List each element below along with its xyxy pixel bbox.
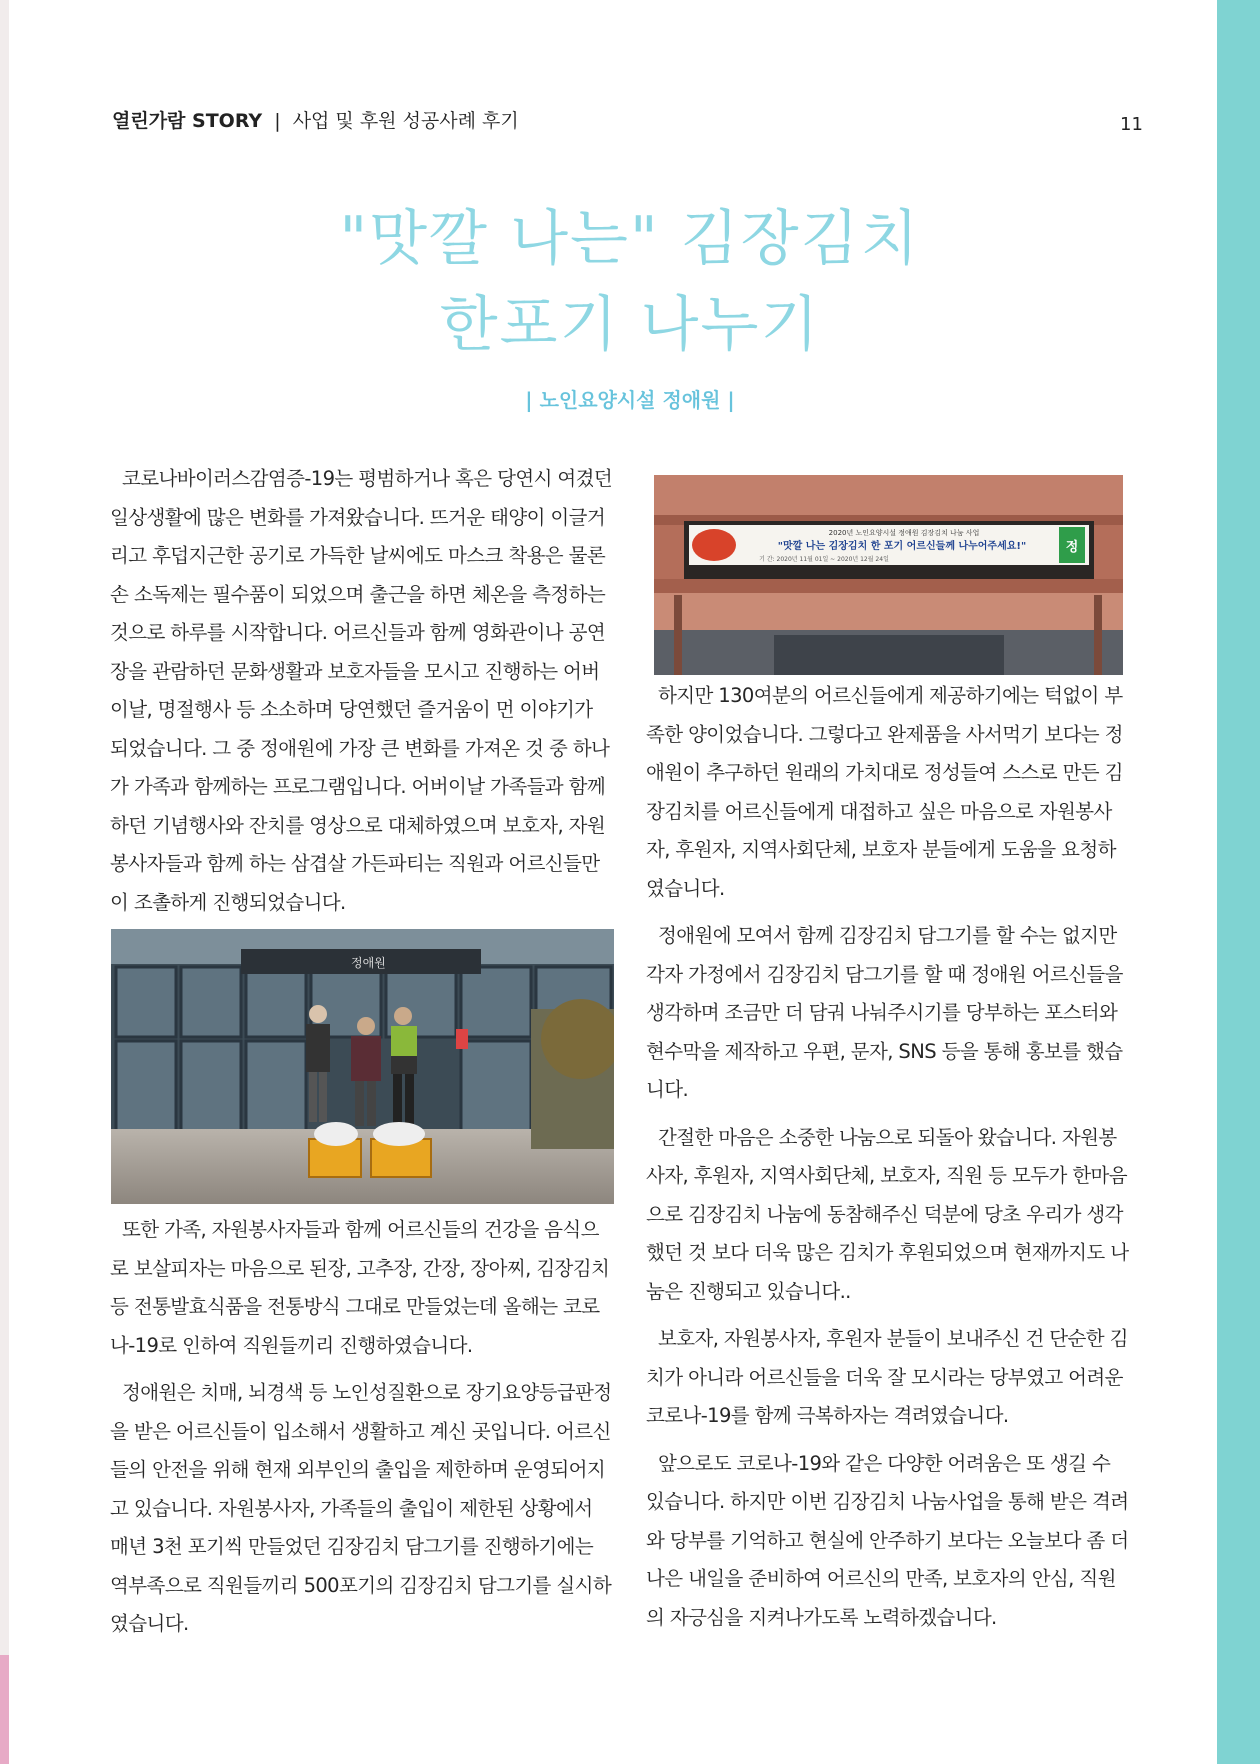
banner-photo	[654, 475, 1123, 675]
left-column-bottom	[110, 1211, 615, 1653]
header-section: 사업 및 후원 성공사례 후기	[292, 110, 519, 132]
entrance-sign-text: 정애원	[351, 956, 386, 970]
page-right-accent-band	[1217, 0, 1260, 1764]
right-column	[646, 677, 1132, 1646]
entrance-photo	[111, 929, 614, 1204]
paragraph: 앞으로도 코로나-19와 같은 다양한 어려움은 또 생길 수 있습니다. 하지만 이번 김장김치 나눔사업을 통해 받은 격려와 당부를 기억하고 현실에 안주하기 보다는 오늘보다 좀 더 나은 내일을 준비하여 어르신의 만족, 보호자의 안심, 직원의 자긍심을 지켜나가도록 노력하겠습니다.	[646, 1451, 1129, 1629]
banner-line-small: 기 간: 2020년 11월 01일 ~ 2020년 12월 24일	[759, 556, 889, 563]
banner-logo: 정	[1065, 540, 1079, 555]
article-subtitle: | 노인요양시설 정애원 |	[525, 388, 735, 412]
paragraph: 하지만 130여분의 어르신들에게 제공하기에는 턱없이 부족한 양이었습니다. 그렇다고 완제품을 사서먹기 보다는 정애원이 추구하던 원래의 가치대로 정성들여 스스로 만든 김장김치를 어르신들에게 대접하고 싶은 마음으로 자원봉사자, 후원자, 지역사회단체, 보호자 분들에게 도움을 요청하였습니다.	[646, 684, 1123, 900]
page-left-pink-tab	[0, 1655, 9, 1764]
paragraph: 보호자, 자원봉사자, 후원자 분들이 보내주신 건 단순한 김치가 아니라 어르신들을 더욱 잘 모시라는 당부였고 어려운 코로나-19를 함께 극복하자는 격려였습니다.	[646, 1327, 1128, 1427]
article-title-line-1: "맛깔 나는" 김장김치	[339, 204, 921, 274]
banner-line-top: 2020년 노인요양시설 정애원 김장김치 나눔 사업	[828, 529, 980, 537]
banner-line-main: "맛깔 나는 김장김치 한 포기 어르신들께 나누어주세요!"	[777, 541, 1027, 552]
paragraph: 정애원은 치매, 뇌경색 등 노인성질환으로 장기요양등급판정을 받은 어르신들이 입소해서 생활하고 계신 곳입니다. 어르신들의 안전을 위해 현재 외부인의 출입을 제한하며 운영되어지고 있습니다. 자원봉사자, 가족들의 출입이 제한된 상황에서 매년 3천 포기씩 만들었던 김장김치 담그기를 진행하기에는 역부족으로 직원들끼리 500포기의 김장김치 담그기를 실시하였습니다.	[110, 1381, 612, 1635]
page-left-edge	[0, 0, 9, 1764]
paragraph: 또한 가족, 자원봉사자들과 함께 어르신들의 건강을 음식으로 보살피자는 마음으로 된장, 고추장, 간장, 장아찌, 김장김치 등 전통발효식품을 전통방식 그대로 만들었는데 올해는 코로나-19로 인하여 직원들끼리 진행하였습니다.	[110, 1218, 610, 1357]
running-header	[112, 106, 519, 133]
paragraph: 간절한 마음은 소중한 나눔으로 되돌아 왔습니다. 자원봉사자, 후원자, 지역사회단체, 보호자, 직원 등 모두가 한마음으로 김장김치 나눔에 동참해주신 덕분에 당초 우리가 생각했던 것 보다 더욱 많은 김치가 후원되었으며 현재까지도 나눔은 진행되고 있습니다..	[646, 1125, 1129, 1303]
article-title-line-2: 한포기 나누기	[439, 290, 821, 360]
header-separator: |	[274, 110, 281, 132]
page-number: 11	[1120, 114, 1143, 135]
paragraph: 정애원에 모여서 함께 김장김치 담그기를 할 수는 없지만 각자 가정에서 김장김치 담그기를 할 때 정애원 어르신들을 생각하며 조금만 더 담궈 나눠주시기를 당부하는 포스터와 현수막을 제작하고 우편, 문자, SNS 등을 통해 홍보를 했습니다.	[646, 924, 1123, 1101]
article-title	[230, 196, 1030, 368]
header-brand: 열린가람 STORY	[112, 110, 263, 132]
paragraph: 코로나바이러스감염증-19는 평범하거나 혹은 당연시 여겼던 일상생활에 많은 변화를 가져왔습니다. 뜨거운 태양이 이글거리고 후덥지근한 공기로 가득한 날씨에도 마스크 착용은 물론 손 소독제는 필수품이 되었으며 출근을 하면 체온을 측정하는 것으로 하루를 시작합니다. 어르신들과 함께 영화관이나 공연장을 관람하던 문화생활과 보호자들을 모시고 진행하는 어버이날, 명절행사 등 소소하며 당연했던 즐거움이 먼 이야기가 되었습니다. 그 중 정애원에 가장 큰 변화를 가져온 것 중 하나가 가족과 함께하는 프로그램입니다. 어버이날 가족들과 함께하던 기념행사와 잔치를 영상으로 대체하였으며 보호자, 자원봉사자들과 함께 하는 삼겹살 가든파티는 직원과 어르신들만이 조촐하게 진행되었습니다.	[110, 467, 613, 914]
left-column-top	[110, 460, 615, 931]
